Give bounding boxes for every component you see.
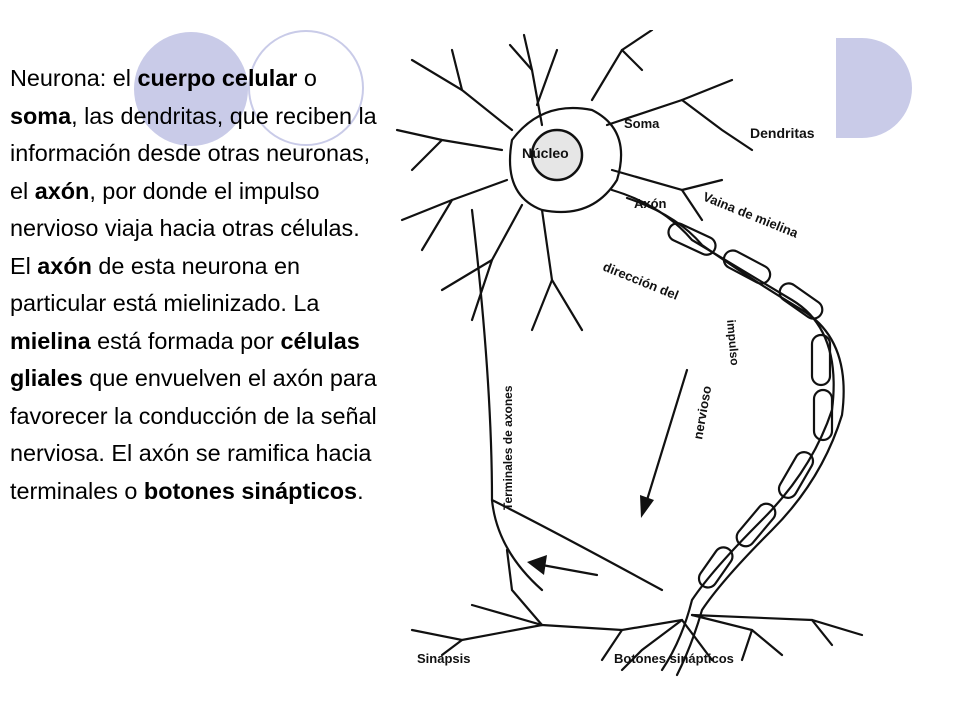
axon [627, 198, 844, 675]
label-botones: Botones sinápticos [614, 651, 734, 666]
text-run: está formada por [90, 327, 281, 354]
axon-terminal [472, 605, 682, 630]
dendrite [532, 280, 552, 330]
label-impulso: impulso [724, 319, 742, 367]
label-direccion: dirección del [600, 258, 681, 303]
dendrite [412, 140, 442, 170]
axon-collateral [492, 500, 662, 590]
myelin-segment [695, 544, 736, 591]
label-axon: Axón [634, 196, 667, 211]
text-run: , por donde el impulso nervioso viaja hacia otras células. El [10, 177, 360, 279]
axon-terminal [742, 630, 752, 660]
terminal-arrow-head [527, 555, 547, 575]
neuron-diagram [392, 30, 882, 690]
dendrite [397, 130, 502, 150]
text-run: que envuelven el axón para favorecer la conducción de la señal nerviosa. El axón se ramifica hacia terminales o [10, 365, 377, 504]
dendrite [412, 60, 512, 130]
text-run: , las dendritas, que reciben la información desde otras neuronas, el [10, 102, 377, 204]
label-nucleo: Núcleo [522, 145, 569, 161]
label-vaina: Vaina de mielina [700, 188, 801, 241]
dendrite [422, 200, 452, 250]
bold-term: cuerpo celular [137, 65, 298, 91]
description-paragraph [10, 60, 385, 510]
label-soma: Soma [624, 116, 660, 131]
label-sinapsis: Sinapsis [417, 651, 471, 666]
impulse-arrow-head [640, 495, 654, 518]
dendrite [592, 30, 652, 100]
myelin-segment [776, 280, 826, 322]
axon-terminal [692, 615, 862, 635]
dendrite [524, 35, 542, 125]
terminal-arrow-line [542, 565, 597, 575]
bold-term: células gliales [10, 327, 360, 391]
axon-terminal [692, 615, 782, 655]
bold-term: axón [37, 252, 92, 279]
dendrite [682, 180, 722, 190]
label-dendritas: Dendritas [750, 125, 815, 141]
bold-term: soma [10, 102, 72, 129]
text-run: o [297, 65, 317, 91]
dendrite [402, 180, 507, 220]
text-run: Neurona: el [10, 65, 138, 91]
axon [612, 190, 834, 670]
myelin-segment [721, 247, 774, 286]
text-run: de esta neurona en particular está mielinizado. La [10, 252, 320, 316]
dendrite [472, 205, 522, 320]
text-run: . [357, 477, 364, 504]
dendrite [622, 50, 642, 70]
bold-term: axón [34, 177, 90, 204]
dendrite [682, 100, 752, 150]
label-nervioso: nervioso [690, 384, 715, 441]
dendrite [537, 50, 557, 105]
axon-terminal [412, 625, 542, 640]
bold-term: botones sinápticos [143, 477, 358, 504]
impulse-arrow-line [647, 370, 687, 500]
label-terminales: Terminales de axones [501, 385, 515, 510]
bold-term: mielina [10, 327, 91, 354]
dendrite [542, 210, 582, 330]
